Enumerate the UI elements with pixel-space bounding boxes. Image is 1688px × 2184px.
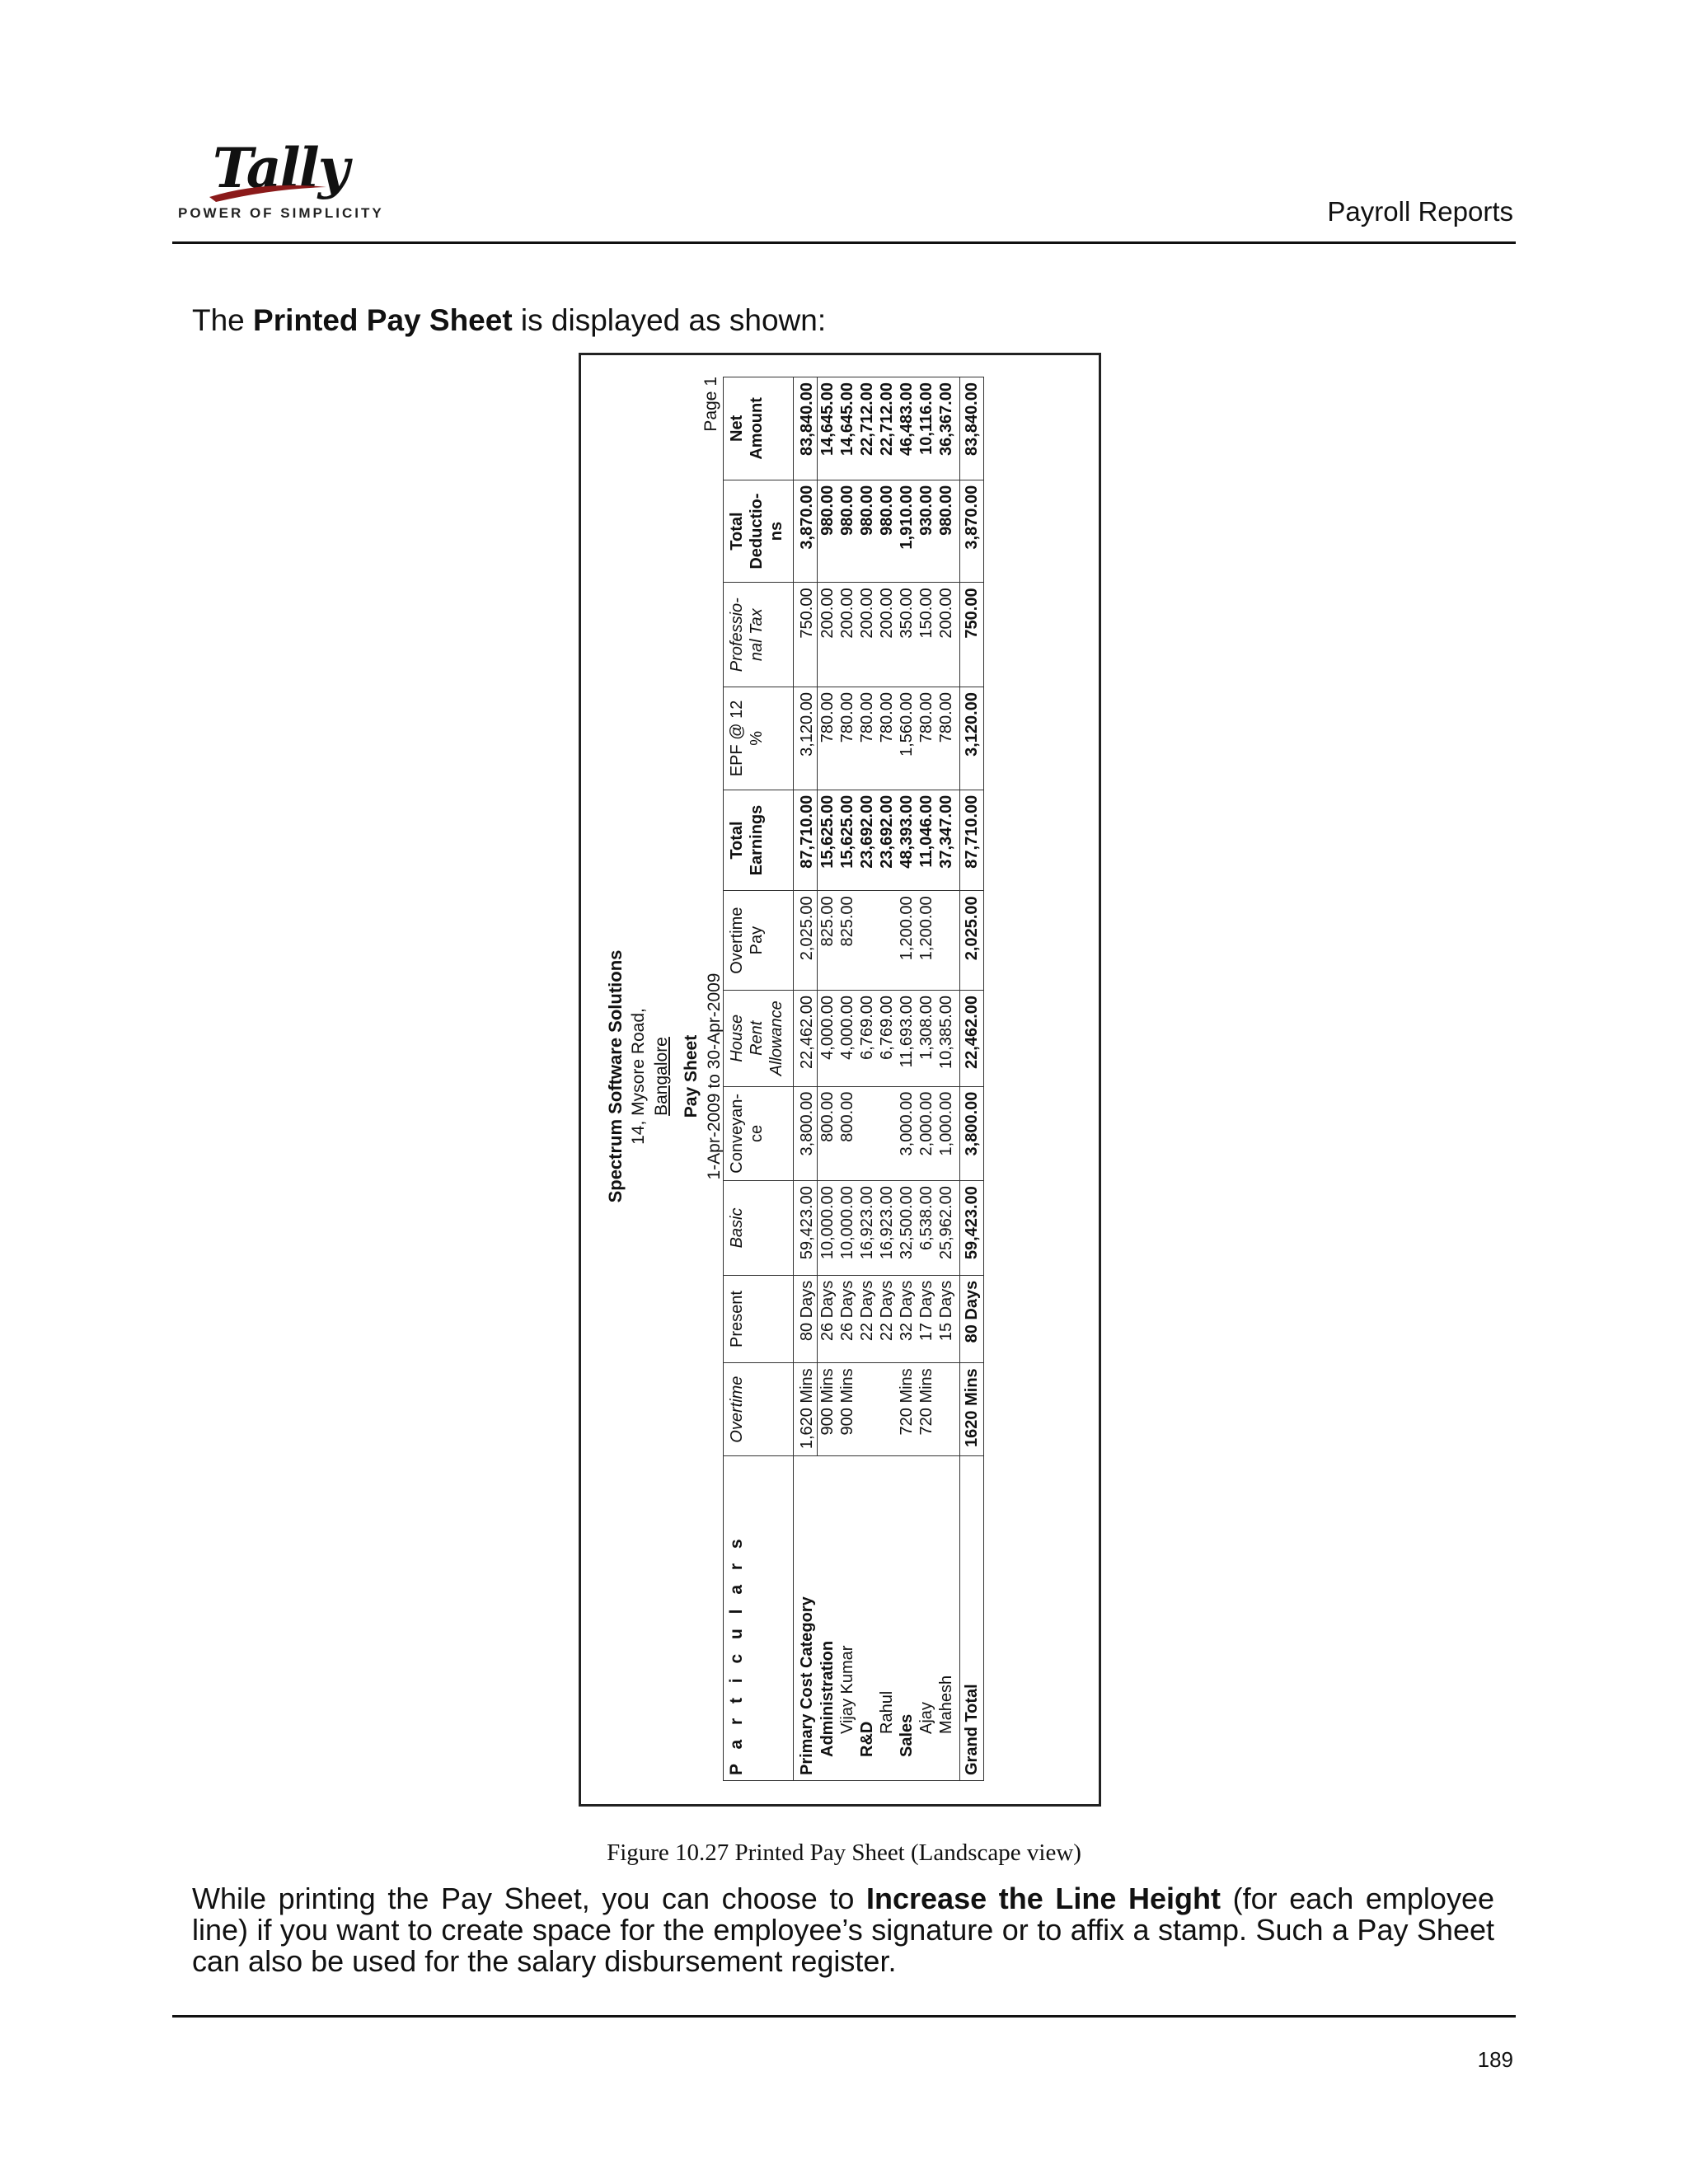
table-row: [936, 377, 960, 1781]
cell-conveyance: 3,000.00: [897, 1086, 917, 1181]
grand-total-net-amount: 83,840.00: [960, 377, 984, 480]
cell-total-earnings: 23,692.00: [877, 790, 897, 891]
cell-particulars: Rahul: [877, 1455, 897, 1780]
column-header-line: Overtime: [728, 907, 746, 974]
cell-particulars: Vijay Kumar: [837, 1455, 857, 1780]
cell-particulars: Mahesh: [936, 1455, 960, 1780]
cell-epf: 3,120.00: [794, 687, 818, 790]
cell-epf: 780.00: [877, 687, 897, 790]
report-page-number: Page 1: [701, 377, 720, 432]
cell-net-amount: 22,712.00: [877, 377, 897, 480]
grand-total-total-earnings: 87,710.00: [960, 790, 984, 891]
cell-total-deductions: 980.00: [818, 480, 838, 583]
cell-conveyance: [877, 1086, 897, 1181]
cell-total-earnings: 87,710.00: [794, 790, 818, 891]
column-header-line: Total: [728, 821, 746, 860]
grand-total-total-deductions: 3,870.00: [960, 480, 984, 583]
cell-total-earnings: 15,625.00: [818, 790, 838, 891]
table-header-row: [724, 377, 794, 1781]
column-header-line: Earnings: [748, 804, 766, 876]
tally-logo: [175, 136, 384, 227]
cell-prof-tax: 200.00: [857, 583, 877, 687]
column-header: [724, 891, 794, 991]
cell-overtime: 720 Mins: [897, 1363, 917, 1456]
cell-present: 22 Days: [877, 1275, 897, 1363]
para-suffix: (for each employee line) if you want to create space for the employee’s signature or to affix a stamp. Such a Pay Sheet can also be used for the salary disbursement register.: [192, 1882, 1494, 1978]
column-header: [724, 687, 794, 790]
report-title: Pay Sheet: [682, 1034, 701, 1118]
cell-hra: 6,769.00: [857, 990, 877, 1086]
cell-ot-pay: [877, 891, 897, 991]
cell-overtime: [936, 1363, 960, 1456]
grand-total-row: [960, 377, 984, 1781]
logo-tagline: POWER OF SIMPLICITY: [178, 205, 384, 221]
column-header-line: Professio-: [728, 598, 746, 673]
cell-total-earnings: 15,625.00: [837, 790, 857, 891]
cell-net-amount: 14,645.00: [837, 377, 857, 480]
cell-hra: 4,000.00: [837, 990, 857, 1086]
cell-hra: 22,462.00: [794, 990, 818, 1086]
cell-overtime: 900 Mins: [818, 1363, 838, 1456]
cell-prof-tax: 200.00: [818, 583, 838, 687]
cell-basic: 25,962.00: [936, 1181, 960, 1276]
grand-total-overtime: 1620 Mins: [960, 1363, 984, 1456]
cell-total-earnings: 48,393.00: [897, 790, 917, 891]
column-header-line: Overtime: [728, 1376, 746, 1443]
cell-hra: 4,000.00: [818, 990, 838, 1086]
cell-total-deductions: 1,910.00: [897, 480, 917, 583]
cell-prof-tax: 200.00: [877, 583, 897, 687]
cell-ot-pay: 1,200.00: [897, 891, 917, 991]
grand-total-epf: 3,120.00: [960, 687, 984, 790]
cell-present: 15 Days: [936, 1275, 960, 1363]
cell-hra: 10,385.00: [936, 990, 960, 1086]
column-header-line: ns: [767, 521, 785, 541]
grand-total-hra: 22,462.00: [960, 990, 984, 1086]
cell-epf: 1,560.00: [897, 687, 917, 790]
logo-wordmark: Tally: [213, 136, 349, 200]
cell-total-earnings: 37,347.00: [936, 790, 960, 891]
pay-sheet-figure: [579, 353, 1101, 1807]
cell-overtime: 1,620 Mins: [794, 1363, 818, 1456]
cell-particulars: Sales: [897, 1455, 917, 1780]
cell-net-amount: 22,712.00: [857, 377, 877, 480]
intro-suffix: is displayed as shown:: [512, 303, 827, 337]
cell-total-deductions: 980.00: [837, 480, 857, 583]
column-header-line: Present: [728, 1291, 746, 1348]
figure-caption: Figure 10.27 Printed Pay Sheet (Landscape view): [607, 1840, 1081, 1866]
cell-net-amount: 36,367.00: [936, 377, 960, 480]
grand-total-ot-pay: 2,025.00: [960, 891, 984, 991]
table-row: [837, 377, 857, 1781]
column-header-line: Conveyan-: [728, 1094, 746, 1174]
cell-ot-pay: 1,200.00: [917, 891, 936, 991]
cell-total-deductions: 930.00: [917, 480, 936, 583]
table-row: [897, 377, 917, 1781]
cell-ot-pay: 825.00: [837, 891, 857, 991]
column-header: [724, 1181, 794, 1276]
intro-bold: Printed Pay Sheet: [253, 303, 513, 337]
cell-present: 80 Days: [794, 1275, 818, 1363]
footer-rule: [172, 2015, 1516, 2018]
cell-prof-tax: 200.00: [936, 583, 960, 687]
cell-present: 32 Days: [897, 1275, 917, 1363]
cell-net-amount: 46,483.00: [897, 377, 917, 480]
pay-sheet-landscape: [584, 355, 1095, 1797]
grand-total-present: 80 Days: [960, 1275, 984, 1363]
column-header-line: Basic: [728, 1207, 746, 1249]
cell-prof-tax: 350.00: [897, 583, 917, 687]
page-number: 189: [1477, 2047, 1513, 2072]
cell-ot-pay: [857, 891, 877, 991]
para-bold: Increase the Line Height: [866, 1882, 1221, 1915]
cell-particulars: Administration: [818, 1455, 838, 1780]
cell-epf: 780.00: [818, 687, 838, 790]
column-header-line: Total: [728, 512, 746, 551]
cell-overtime: 720 Mins: [917, 1363, 936, 1456]
header-rule: [172, 241, 1516, 244]
cell-total-deductions: 980.00: [936, 480, 960, 583]
column-header: [724, 480, 794, 583]
cell-basic: 16,923.00: [877, 1181, 897, 1276]
cell-net-amount: 83,840.00: [794, 377, 818, 480]
cell-basic: 16,923.00: [857, 1181, 877, 1276]
body-paragraph: [192, 1883, 1494, 1977]
column-header-line: Amount: [748, 397, 766, 460]
grand-total-prof-tax: 750.00: [960, 583, 984, 687]
company-address: 14, Mysore Road,: [629, 1008, 648, 1145]
column-header-line: %: [748, 730, 766, 746]
cell-particulars: Primary Cost Category: [794, 1455, 818, 1780]
company-block: [604, 355, 726, 1797]
table-row: [857, 377, 877, 1781]
cell-total-deductions: 980.00: [877, 480, 897, 583]
cell-prof-tax: 200.00: [837, 583, 857, 687]
table-row: [917, 377, 936, 1781]
cell-epf: 780.00: [837, 687, 857, 790]
column-header-line: ce: [748, 1124, 766, 1142]
grand-total-conveyance: 3,800.00: [960, 1086, 984, 1181]
cell-present: 26 Days: [837, 1275, 857, 1363]
column-header: [724, 1275, 794, 1363]
cell-present: 17 Days: [917, 1275, 936, 1363]
cell-total-deductions: 980.00: [857, 480, 877, 583]
cell-overtime: [877, 1363, 897, 1456]
cell-conveyance: 800.00: [818, 1086, 838, 1181]
section-title: Payroll Reports: [1327, 196, 1513, 227]
para-prefix: While printing the Pay Sheet, you can choose to: [192, 1882, 867, 1915]
column-header-line: EPF @ 12: [728, 700, 746, 777]
column-header-line: Net: [728, 415, 746, 442]
cell-hra: 11,693.00: [897, 990, 917, 1086]
cell-ot-pay: 825.00: [818, 891, 838, 991]
column-header: [724, 1086, 794, 1181]
cell-prof-tax: 750.00: [794, 583, 818, 687]
cell-particulars: Ajay: [917, 1455, 936, 1780]
grand-total-basic: 59,423.00: [960, 1181, 984, 1276]
cell-conveyance: 800.00: [837, 1086, 857, 1181]
cell-epf: 780.00: [857, 687, 877, 790]
cell-total-earnings: 11,046.00: [917, 790, 936, 891]
cell-present: 26 Days: [818, 1275, 838, 1363]
cell-net-amount: 14,645.00: [818, 377, 838, 480]
cell-basic: 6,538.00: [917, 1181, 936, 1276]
company-name: Spectrum Software Solutions: [605, 949, 626, 1203]
cell-hra: 6,769.00: [877, 990, 897, 1086]
cell-epf: 780.00: [936, 687, 960, 790]
cell-epf: 780.00: [917, 687, 936, 790]
table-row: [818, 377, 838, 1781]
column-header-line: nal Tax: [748, 608, 766, 662]
cell-hra: 1,308.00: [917, 990, 936, 1086]
column-header-line: Rent: [748, 1020, 766, 1056]
cell-ot-pay: [936, 891, 960, 991]
cell-basic: 32,500.00: [897, 1181, 917, 1276]
cell-net-amount: 10,116.00: [917, 377, 936, 480]
cell-overtime: [857, 1363, 877, 1456]
cell-basic: 59,423.00: [794, 1181, 818, 1276]
column-header-line: P a r t i c u l a r s: [727, 1534, 746, 1775]
cell-present: 22 Days: [857, 1275, 877, 1363]
column-header: [724, 1455, 794, 1780]
column-header-line: Pay: [748, 926, 766, 955]
table-row: [877, 377, 897, 1781]
cell-total-earnings: 23,692.00: [857, 790, 877, 891]
intro-prefix: The: [192, 303, 254, 337]
column-header-line: Allowance: [767, 1001, 785, 1076]
cell-particulars: R&D: [857, 1455, 877, 1780]
company-city: Bangalore: [652, 1037, 671, 1116]
logo-swoosh-icon: [206, 179, 330, 204]
column-header: [724, 790, 794, 891]
column-header: [724, 1363, 794, 1456]
column-header-line: Deductio-: [748, 493, 766, 569]
cell-conveyance: 1,000.00: [936, 1086, 960, 1181]
cell-overtime: 900 Mins: [837, 1363, 857, 1456]
cell-conveyance: 3,800.00: [794, 1086, 818, 1181]
table-row: [794, 377, 818, 1781]
column-header-line: House: [728, 1014, 746, 1062]
cell-total-deductions: 3,870.00: [794, 480, 818, 583]
cell-conveyance: 2,000.00: [917, 1086, 936, 1181]
column-header: [724, 990, 794, 1086]
column-header: [724, 583, 794, 687]
column-header: [724, 377, 794, 480]
cell-ot-pay: 2,025.00: [794, 891, 818, 991]
cell-prof-tax: 150.00: [917, 583, 936, 687]
report-period: 1-Apr-2009 to 30-Apr-2009: [705, 972, 724, 1180]
pay-sheet-table: [723, 377, 984, 1781]
intro-text: [192, 303, 826, 338]
cell-conveyance: [857, 1086, 877, 1181]
grand-total-particulars: Grand Total: [960, 1455, 984, 1780]
cell-basic: 10,000.00: [818, 1181, 838, 1276]
cell-basic: 10,000.00: [837, 1181, 857, 1276]
